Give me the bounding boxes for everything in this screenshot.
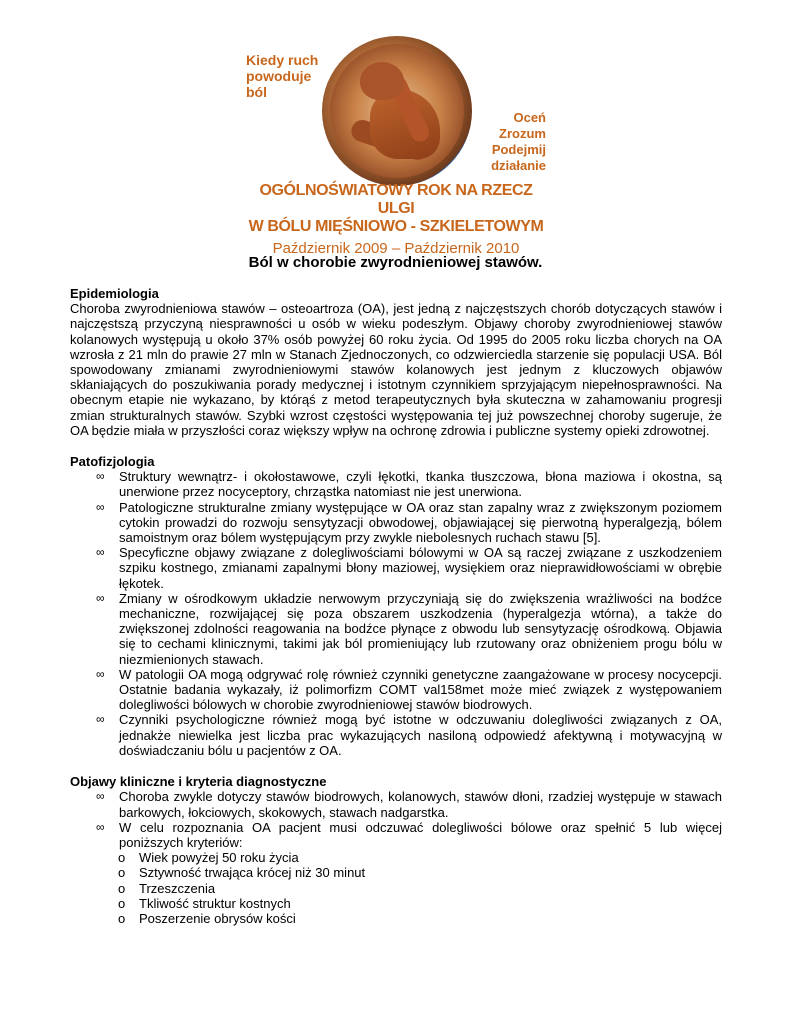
criteria-item: [70, 896, 722, 911]
banner-tagline-left: [246, 52, 318, 100]
criteria-item-text: Sztywność trwająca krócej niż 30 minut: [139, 865, 366, 881]
banner-title-line: OGÓLNOŚWIATOWY ROK NA RZECZ ULGI: [259, 182, 533, 217]
list-item-text: Patologiczne strukturalne zmiany występujące w OA oraz stan zapalny wraz z zwiększonym poziomem cytokin prowadzi do rozwoju sensytyzacji obwodowej, objawiającej się pierwotną hyperalgezją, bólem samoistnym oraz bólem występującym przy zwykle niebolesnych ruchach stawu [5].: [119, 499, 722, 546]
circle-bullet-icon: o: [118, 880, 126, 896]
circle-bullet-icon: o: [118, 865, 126, 881]
list-item: [70, 667, 722, 713]
circle-bullet-icon: o: [118, 895, 126, 911]
criteria-item: [70, 911, 722, 926]
list-item: [70, 820, 722, 850]
section-heading-pathophysiology: Patofizjologia: [70, 454, 155, 470]
infinity-bullet-icon: ∞: [96, 666, 105, 681]
document-body: [70, 286, 722, 926]
infinity-bullet-icon: ∞: [96, 789, 105, 804]
list-item: [70, 789, 722, 819]
document-title: Ból w chorobie zwyrodnieniowej stawów.: [248, 254, 543, 271]
criteria-item: [70, 865, 722, 880]
section-heading-clinical: Objawy kliniczne i kryteria diagnostyczne: [70, 774, 327, 790]
section-heading-epidemiology: Epidemiologia: [70, 286, 159, 301]
list-item-text: W patologii OA mogą odgrywać rolę również czynniki genetyczne zaangażowane w procesy nocycepcji. Ostatnie badania wykazały, iż polimorfizm COMT val158met może mieć związek z występowaniem dolegliwości bólowych w chorobie zwyrodnieniowej stawów biodrowych.: [119, 666, 722, 713]
epidemiology-paragraph: Choroba zwyrodnieniowa stawów – osteoartroza (OA), jest jedną z najczęstszych chorób dotyczących stawów i najczęstszą przyczyną niesprawności u osób w wieku podeszłym. Objawy choroby zwyrodnieniowej stawów kolanowych występują u około 37% osób powyżej 60 roku życia. Od 1995 do 2005 roku liczba chorych na OA wzrosła z 21 mln do prawie 27 mln w Stanach Zjednoczonych, co odzwierciedla starzenie się populacji USA. Ból spowodowany zmianami zwyrodnieniowymi stawów kolanowych jest jednym z kluczowych objawów skłaniających do poszukiwania porady medycznej i istotnym czynnikiem sprzyjającym niepełnosprawności. Na obecnym etapie nie wykazano, by którąś z metod terapeutycznych była skuteczna w zahamowaniu progresji zmian strukturalnych stawów. Szybki wzrost częstości występowania tej już powszechnej choroby sugeruje, że OA będzie miała w przyszłości coraz większy wpływ na ochronę zdrowia i publiczne systemy opieki zdrowotnej.: [70, 301, 722, 438]
list-item: [70, 712, 722, 758]
tagline-line: ból: [246, 84, 267, 100]
criteria-item: [70, 881, 722, 896]
list-item-text: Struktury wewnątrz- i okołostawowe, czyli łękotki, tkanka tłuszczowa, błona maziowa i okostna, są unerwione przez nocyceptory, chrząstka natomiast nie jest unerwiona.: [119, 469, 722, 500]
criteria-item-text: Trzeszczenia: [139, 880, 216, 896]
banner-dates: Październik 2009 – Październik 2010: [272, 240, 520, 257]
tagline-line: działanie: [491, 158, 546, 173]
list-item-text: W celu rozpoznania OA pacjent musi odczuwać dolegliwości bólowe oraz spełnić 5 lub więcej poniższych kryteriów:: [119, 819, 722, 850]
banner-title: [240, 182, 552, 236]
campaign-banner: [240, 26, 552, 264]
infinity-bullet-icon: ∞: [96, 712, 105, 727]
infinity-bullet-icon: ∞: [96, 590, 105, 605]
list-item-text: Choroba zwykle dotyczy stawów biodrowych, kolanowych, stawów dłoni, rzadziej występuje w stawach barkowych, łokciowych, skokowych, stawach nadgarstka.: [119, 789, 722, 820]
list-item: [70, 500, 722, 546]
banner-title-line: W BÓLU MIĘŚNIOWO - SZKIELETOWYM: [248, 218, 544, 235]
tagline-line: powoduje: [246, 68, 312, 84]
banner-emblem-image: [322, 36, 472, 186]
clinical-list: [70, 789, 722, 850]
infinity-bullet-icon: ∞: [96, 819, 105, 834]
list-item-text: Specyficzne objawy związane z dolegliwościami bólowymi w OA są raczej związane z uszkodzeniem szpiku kostnego, zmianami zapalnymi błony maziowej, wysiękiem oraz nieprawidłowościami w obrębie łękotek.: [119, 545, 722, 591]
list-item: [70, 469, 722, 499]
infinity-bullet-icon: ∞: [96, 499, 105, 514]
list-item: [70, 545, 722, 591]
criteria-item-text: Wiek powyżej 50 roku życia: [139, 850, 299, 866]
criteria-item: [70, 850, 722, 865]
infinity-bullet-icon: ∞: [96, 469, 105, 484]
list-item-text: Zmiany w ośrodkowym układzie nerwowym przyczyniają się do zwiększenia wrażliwości na bodźce mechaniczne, rozwijającej się poza obszarem uszkodzenia (hyperalgezja wtórna), a także do zwiększonej zdolności reagowania na bodźce płynące z obwodu lub sensytyzację ośrodkową. Objawia się to cechami klinicznymi, takimi jak ból promieniujący lub rzutowany oraz obniżeniem progu bólu w niezmienionych stawach.: [119, 590, 722, 667]
criteria-list: [70, 850, 722, 926]
list-item-text: Czynniki psychologiczne również mogą być istotne w odczuwaniu dolegliwości związanych z OA, jednakże niewielka jest liczba prac wykazujących nasiloną odpowiedź afektywną i motywacyjną w doświadczaniu bólu u pacjentów z OA.: [119, 712, 722, 758]
circle-bullet-icon: o: [118, 850, 126, 866]
infinity-bullet-icon: ∞: [96, 545, 105, 560]
tagline-line: Zrozum: [499, 126, 546, 141]
circle-bullet-icon: o: [118, 910, 126, 926]
pathophysiology-list: [70, 469, 722, 758]
pain-figure-illustration: [330, 44, 464, 178]
figure-head: [360, 62, 404, 100]
banner-tagline-right: [491, 110, 546, 174]
tagline-line: Kiedy ruch: [246, 52, 319, 68]
tagline-line: Oceń: [513, 110, 546, 125]
criteria-item-text: Poszerzenie obrysów kości: [139, 910, 296, 926]
tagline-line: Podejmij: [491, 142, 546, 157]
list-item: [70, 591, 722, 667]
criteria-item-text: Tkliwość struktur kostnych: [139, 895, 291, 911]
